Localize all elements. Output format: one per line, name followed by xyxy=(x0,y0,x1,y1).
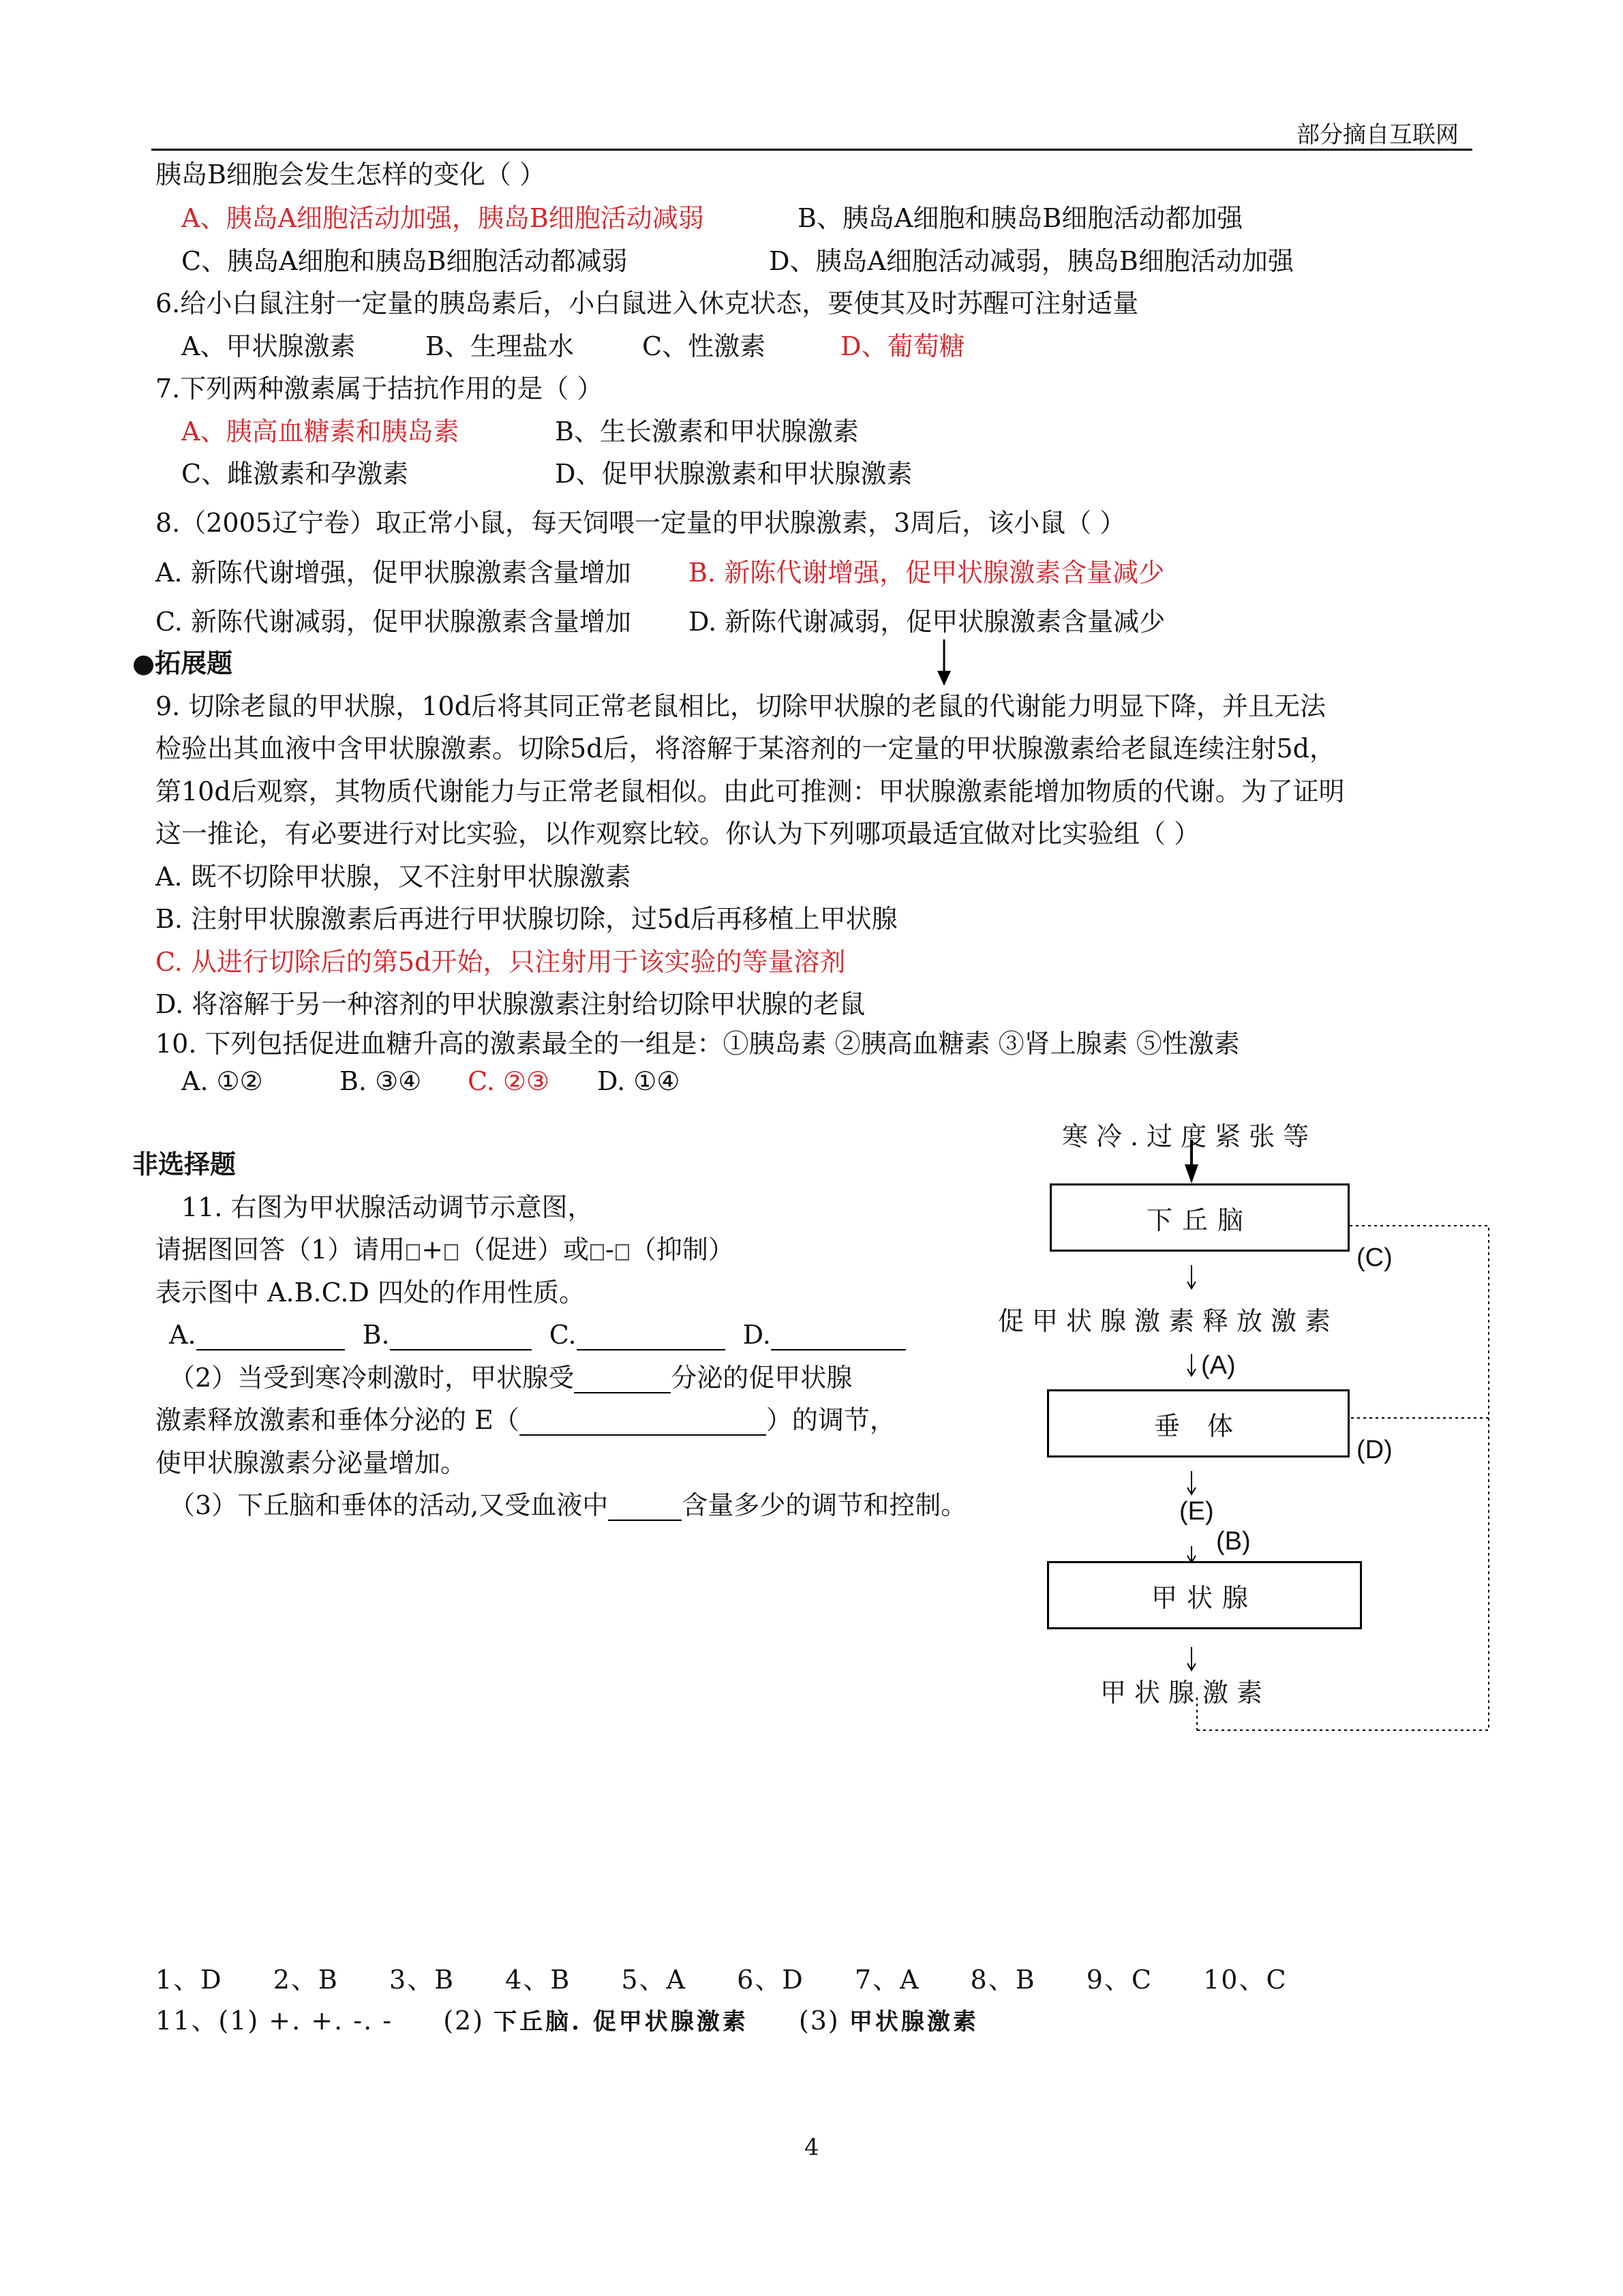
q5-option-b: B、胰岛A细胞和胰岛B细胞活动都加强 xyxy=(798,203,1243,233)
q6-option-c: C、性激素 xyxy=(642,331,766,361)
answer-key-row-1 xyxy=(155,1959,1288,1996)
diagram-box-hypothalamus: 下丘脑 xyxy=(1050,1183,1350,1252)
answer-item: 10、C xyxy=(1203,1965,1288,1995)
q10-option-b: B. ③④ xyxy=(339,1066,422,1096)
q7-option-c: C、雌激素和孕激素 xyxy=(181,459,409,489)
answer-item: 3、B xyxy=(389,1965,455,1995)
q10-stem: 10. 下列包括促进血糖升高的激素最全的一组是：①胰岛素 ②胰高血糖素 ③肾上腺素 ⑤性激素 xyxy=(155,1029,1240,1059)
q10-option-c: C. ②③ xyxy=(468,1066,550,1096)
diagram-box-pituitary: 垂 体 xyxy=(1047,1389,1350,1457)
q8-stem: 8.（2005辽宁卷）取正常小鼠，每天饲喂一定量的甲状腺激素，3周后，该小鼠（ ） xyxy=(155,508,1126,538)
q9-stem-line-1: 9. 切除老鼠的甲状腺，10d后将其同正常老鼠相比，切除甲状腺的老鼠的代谢能力明显下降，并且无法 xyxy=(155,691,1326,721)
blank-c[interactable] xyxy=(577,1325,725,1350)
answer-item: 5、A xyxy=(621,1965,686,1995)
q8-option-b: B. 新陈代谢增强，促甲状腺激素含量减少 xyxy=(688,558,1165,588)
answer-item: 7、A xyxy=(854,1965,920,1995)
q11-part1-line: 请据图回答（1）请用 + （促进）或 - （抑制） xyxy=(155,1235,734,1265)
q7-stem: 7.下列两种激素属于拮抗作用的是（ ） xyxy=(155,374,603,404)
header-source: 部分摘自互联网 xyxy=(1296,121,1459,149)
q9-option-a: A. 既不切除甲状腺，又不注射甲状腺激素 xyxy=(155,862,631,892)
q9-stem-line-3: 第10d后观察，其物质代谢能力与正常老鼠相似。由此可推测：甲状腺激素能增加物质的代谢。为了证明 xyxy=(155,776,1345,806)
box-glyph xyxy=(590,1244,604,1260)
q11-blanks-row: A. B. C. D. xyxy=(169,1319,906,1350)
answer-item: 8、B xyxy=(970,1965,1036,1995)
diagram-label-a: (A) xyxy=(1201,1351,1236,1380)
blank-p3[interactable] xyxy=(608,1495,682,1521)
diagram-label-c: (C) xyxy=(1356,1243,1393,1272)
answer-item: 4、B xyxy=(505,1965,571,1995)
q8-option-d: D. 新陈代谢减弱，促甲状腺激素含量减少 xyxy=(688,607,1166,637)
box-glyph xyxy=(406,1244,420,1260)
q5-option-c: C、胰岛A细胞和胰岛B细胞活动都减弱 xyxy=(181,246,628,276)
answer-key-row-2: 11、(1) +. +. -. - (2) 下丘脑. 促甲状腺激素 (3) 甲状腺激素 xyxy=(155,2006,979,2036)
box-glyph xyxy=(444,1244,458,1260)
blank-d[interactable] xyxy=(771,1325,906,1350)
answer-item: 2、B xyxy=(273,1965,339,1995)
blank-b[interactable] xyxy=(390,1325,532,1350)
q5-option-d: D、胰岛A细胞活动减弱，胰岛B细胞活动加强 xyxy=(769,246,1294,276)
q11-part1-instruction: 表示图中 A.B.C.D 四处的作用性质。 xyxy=(155,1278,585,1308)
q11-intro: 11. 右图为甲状腺活动调节示意图， xyxy=(181,1192,594,1222)
box-glyph xyxy=(616,1244,629,1260)
answer-item: 1、D xyxy=(155,1965,223,1995)
q5-stem: 胰岛B细胞会发生怎样的变化（ ） xyxy=(155,160,546,190)
q5-option-a: A、胰岛A细胞活动加强，胰岛B细胞活动减弱 xyxy=(181,203,704,233)
diagram-trh-label: 促甲状腺激素释放激素 xyxy=(998,1306,1339,1336)
q9-stem-line-4: 这一推论，有必要进行对比实验，以作观察比较。你认为下列哪项最适宜做对比实验组（ ） xyxy=(155,819,1200,849)
blank-a[interactable] xyxy=(196,1325,345,1350)
diagram-stimulus: 寒冷.过度紧张等 xyxy=(1062,1121,1318,1151)
q11-part3-line: （3）下丘脑和垂体的活动,又受血液中 含量多少的调节和控制。 xyxy=(169,1490,967,1520)
stray-arrow-icon xyxy=(934,639,954,687)
q11-part2-line-3: 使甲状腺激素分泌量增加。 xyxy=(155,1448,467,1478)
diagram-hormone-label: 甲状腺激素 xyxy=(1100,1678,1271,1708)
q7-option-a: A、胰高血糖素和胰岛素 xyxy=(181,417,459,447)
q6-option-a: A、甲状腺激素 xyxy=(181,331,356,361)
header-rule xyxy=(151,149,1472,151)
answer-item: 6、D xyxy=(737,1965,804,1995)
page-number: 4 xyxy=(804,2134,819,2161)
q8-option-c: C. 新陈代谢减弱，促甲状腺激素含量增加 xyxy=(155,607,631,637)
diagram-box-thyroid: 甲状腺 xyxy=(1047,1561,1362,1629)
diagram-label-e: (E) xyxy=(1179,1497,1214,1526)
q9-option-d: D. 将溶解于另一种溶剂的甲状腺激素注射给切除甲状腺的老鼠 xyxy=(155,989,866,1019)
q8-option-a: A. 新陈代谢增强，促甲状腺激素含量增加 xyxy=(155,558,631,588)
q7-option-b: B、生长激素和甲状腺激素 xyxy=(555,417,859,447)
section-extend-heading: ●拓展题 xyxy=(132,648,233,678)
q11-part2-line-1: （2）当受到寒冷刺激时，甲状腺受 分泌的促甲状腺 xyxy=(169,1363,853,1393)
q9-option-c: C. 从进行切除后的第5d开始，只注射用于该实验的等量溶剂 xyxy=(155,947,846,977)
diagram-label-d: (D) xyxy=(1356,1436,1393,1464)
q6-stem: 6.给小白鼠注射一定量的胰岛素后，小白鼠进入休克状态，要使其及时苏醒可注射适量 xyxy=(155,288,1139,318)
q6-option-b: B、生理盐水 xyxy=(425,331,574,361)
diagram-label-b: (B) xyxy=(1216,1527,1251,1556)
blank-p2-source[interactable] xyxy=(574,1368,671,1393)
q9-stem-line-2: 检验出其血液中含甲状腺激素。切除5d后，将溶解于某溶剂的一定量的甲状腺激素给老鼠连续注射5d， xyxy=(155,734,1336,764)
q9-option-b: B. 注射甲状腺激素后再进行甲状腺切除，过5d后再移植上甲状腺 xyxy=(155,904,898,934)
q11-part2-line-2: 激素释放激素和垂体分泌的 E（ ）的调节， xyxy=(155,1405,896,1435)
blank-p2-e[interactable] xyxy=(519,1410,766,1436)
q6-option-d: D、葡萄糖 xyxy=(840,331,965,361)
q7-option-d: D、促甲状腺激素和甲状腺激素 xyxy=(555,459,913,489)
q10-option-d: D. ①④ xyxy=(597,1066,680,1096)
answer-item: 9、C xyxy=(1086,1965,1153,1995)
section-nonchoice-heading: 非选择题 xyxy=(132,1149,237,1179)
q10-option-a: A. ①② xyxy=(181,1066,263,1096)
